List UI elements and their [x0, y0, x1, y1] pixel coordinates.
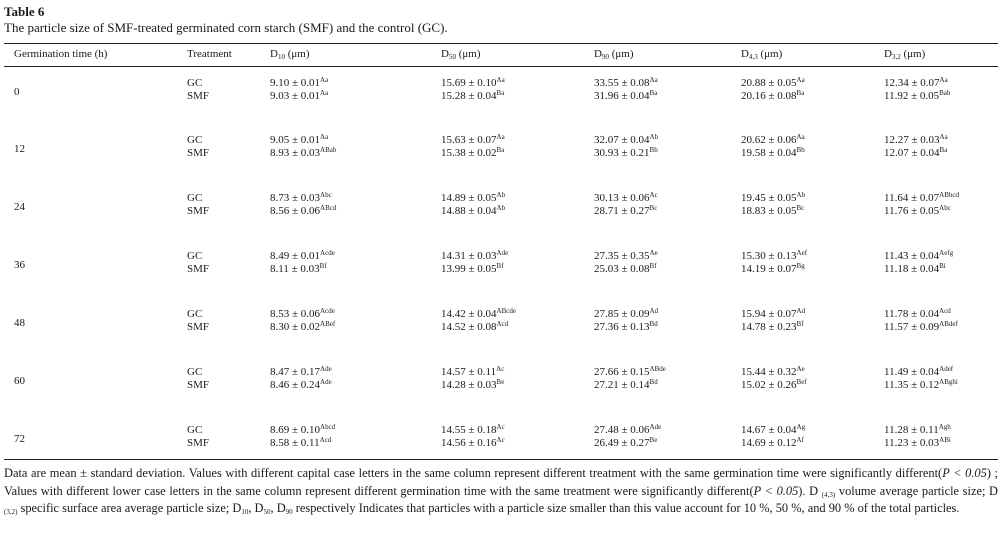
treatment-cell: SMF: [187, 147, 210, 159]
d43-value-cell: $14.67 \pm 0.04^{Ag}$: [741, 423, 806, 436]
table-row-group: [0, 192, 1003, 222]
d90-value-cell: $26.49 \pm 0.27^{Be}$: [594, 436, 658, 449]
germination-time-cell: 72: [14, 433, 25, 445]
d10-value-cell: $8.49 \pm 0.01^{Acde}$: [270, 249, 335, 262]
d10-value-cell: $8.93 \pm 0.03^{ABab}$: [270, 146, 337, 159]
treatment-cell: GC: [187, 134, 203, 146]
smf-row: [0, 263, 1003, 276]
treatment-cell: SMF: [187, 437, 210, 449]
treatment-cell: GC: [187, 192, 203, 204]
d50-value-cell: $14.57 \pm 0.11^{Ac}$: [441, 365, 505, 378]
d32-value-cell: $11.49 \pm 0.04^{Adef}$: [884, 365, 954, 378]
treatment-cell: SMF: [187, 90, 210, 102]
d32-value-cell: $11.92 \pm 0.05^{Bab}$: [884, 89, 951, 102]
treatment-cell: SMF: [187, 263, 210, 275]
table-row-group: [0, 250, 1003, 280]
table-header-row: [0, 48, 1003, 64]
d90-value-cell: $27.21 \pm 0.14^{Bd}$: [594, 378, 658, 391]
d50-value-cell: $14.28 \pm 0.03^{Be}$: [441, 378, 505, 391]
table-caption: The particle size of SMF-treated germinated corn starch (SMF) and the control (GC).: [4, 20, 448, 35]
table-footnote: Data are mean ± standard deviation. Values with different capital case letters in the same column represent different treatment with the same germination time were significantly different(P < 0.05) ; Values with different lower case letters in the same column represent different germination time with the same treatment were significantly different(P < 0.05). D $_{(4,3)}$ volume average particle size; D $_{(3,2)}$ specific surface area average particle size; $D_{10}$, $D_{50}$, $D_{90}$ respectively Indicates that particles with a particle size smaller than this value account for 10 %, 50 %, and 90 % of the total particles.: [4, 466, 998, 516]
d90-value-cell: $27.35 \pm 0.35^{Ae}$: [594, 249, 658, 262]
germination-time-cell: 48: [14, 317, 25, 329]
treatment-cell: SMF: [187, 321, 210, 333]
d32-value-cell: $11.76 \pm 0.05^{Abc}$: [884, 204, 951, 217]
d43-value-cell: $15.44 \pm 0.32^{Ae}$: [741, 365, 805, 378]
treatment-cell: SMF: [187, 379, 210, 391]
table-title: Table 6: [4, 4, 45, 19]
d32-value-cell: $11.64 \pm 0.07^{ABbcd}$: [884, 191, 959, 204]
d43-value-cell: $20.62 \pm 0.06^{Aa}$: [741, 133, 805, 146]
d43-value-cell: $18.83 \pm 0.05^{Bc}$: [741, 204, 805, 217]
d10-value-cell: $8.53 \pm 0.06^{Acde}$: [270, 307, 335, 320]
d10-value-cell: $9.05 \pm 0.01^{Aa}$: [270, 133, 329, 146]
smf-row: [0, 437, 1003, 450]
d90-value-cell: $33.55 \pm 0.08^{Aa}$: [594, 76, 658, 89]
d43-value-cell: $15.94 \pm 0.07^{Ad}$: [741, 307, 806, 320]
table-row-group: [0, 424, 1003, 454]
d50-value-cell: $15.63 \pm 0.07^{Aa}$: [441, 133, 505, 146]
top-rule: [4, 43, 998, 44]
d32-value-cell: $11.78 \pm 0.04^{Acd}$: [884, 307, 951, 320]
treatment-cell: GC: [187, 250, 203, 262]
header-germination-time: Germination time (h): [14, 48, 108, 60]
d90-value-cell: $25.03 \pm 0.08^{Bf}$: [594, 262, 657, 275]
d50-value-cell: $14.52 \pm 0.08^{Acd}$: [441, 320, 509, 333]
d43-value-cell: $20.16 \pm 0.08^{Ba}$: [741, 89, 805, 102]
d32-value-cell: $11.43 \pm 0.04^{Aefg}$: [884, 249, 954, 262]
header-rule: [4, 66, 998, 67]
d50-value-cell: $15.69 \pm 0.10^{Aa}$: [441, 76, 505, 89]
table-row-group: [0, 134, 1003, 164]
header-d90: $D_{90}$ (μm): [594, 48, 634, 61]
smf-row: [0, 205, 1003, 218]
table-row-group: [0, 77, 1003, 107]
d10-value-cell: $9.03 \pm 0.01^{Aa}$: [270, 89, 329, 102]
d50-value-cell: $14.89 \pm 0.05^{Ab}$: [441, 191, 506, 204]
d43-value-cell: $14.19 \pm 0.07^{Bg}$: [741, 262, 805, 275]
d43-value-cell: $19.45 \pm 0.05^{Ab}$: [741, 191, 806, 204]
d10-value-cell: $8.30 \pm 0.02^{ABef}$: [270, 320, 336, 333]
d32-value-cell: $12.34 \pm 0.07^{Aa}$: [884, 76, 948, 89]
d43-value-cell: $19.58 \pm 0.04^{Bb}$: [741, 146, 805, 159]
smf-row: [0, 147, 1003, 160]
d32-value-cell: $11.57 \pm 0.09^{ABdef}$: [884, 320, 958, 333]
d10-value-cell: $9.10 \pm 0.01^{Aa}$: [270, 76, 329, 89]
d50-value-cell: $14.42 \pm 0.04^{ABcde}$: [441, 307, 516, 320]
d43-value-cell: $14.78 \pm 0.23^{Bf}$: [741, 320, 804, 333]
germination-time-cell: 36: [14, 259, 25, 271]
d43-value-cell: $15.30 \pm 0.13^{Aef}$: [741, 249, 808, 262]
d50-value-cell: $15.28 \pm 0.04^{Ba}$: [441, 89, 505, 102]
d32-value-cell: $12.27 \pm 0.03^{Aa}$: [884, 133, 948, 146]
bottom-rule: [4, 459, 998, 460]
d10-value-cell: $8.47 \pm 0.17^{Ade}$: [270, 365, 332, 378]
header-treatment: Treatment: [187, 48, 232, 60]
d50-value-cell: $15.38 \pm 0.02^{Ba}$: [441, 146, 505, 159]
d50-value-cell: $14.55 \pm 0.18^{Ac}$: [441, 423, 505, 436]
d43-value-cell: $14.69 \pm 0.12^{Af}$: [741, 436, 804, 449]
d10-value-cell: $8.73 \pm 0.03^{Abc}$: [270, 191, 332, 204]
d90-value-cell: $28.71 \pm 0.27^{Bc}$: [594, 204, 658, 217]
d10-value-cell: $8.11 \pm 0.03^{Bf}$: [270, 262, 327, 275]
table-row-group: [0, 308, 1003, 338]
smf-row: [0, 90, 1003, 103]
d90-value-cell: $27.66 \pm 0.15^{ABde}$: [594, 365, 666, 378]
d10-value-cell: $8.56 \pm 0.06^{ABcd}$: [270, 204, 337, 217]
header-d32: $D_{3,2}$ (μm): [884, 48, 926, 61]
header-d43: $D_{4,3}$ (μm): [741, 48, 783, 61]
d43-value-cell: $15.02 \pm 0.26^{Bef}$: [741, 378, 807, 391]
header-d50: $D_{50}$ (μm): [441, 48, 481, 61]
treatment-cell: GC: [187, 77, 203, 89]
treatment-cell: SMF: [187, 205, 210, 217]
d90-value-cell: $31.96 \pm 0.04^{Ba}$: [594, 89, 658, 102]
d32-value-cell: $11.35 \pm 0.12^{ABghi}$: [884, 378, 958, 391]
d90-value-cell: $27.36 \pm 0.13^{Bd}$: [594, 320, 658, 333]
d50-value-cell: $14.31 \pm 0.03^{Ade}$: [441, 249, 509, 262]
d32-value-cell: $11.23 \pm 0.03^{ABi}$: [884, 436, 951, 449]
germination-time-cell: 0: [14, 86, 20, 98]
d90-value-cell: $27.48 \pm 0.06^{Ade}$: [594, 423, 662, 436]
smf-row: [0, 379, 1003, 392]
d32-value-cell: $11.18 \pm 0.04^{Bi}$: [884, 262, 946, 275]
treatment-cell: GC: [187, 308, 203, 320]
d90-value-cell: $32.07 \pm 0.04^{Ab}$: [594, 133, 659, 146]
d10-value-cell: $8.58 \pm 0.11^{Acd}$: [270, 436, 332, 449]
germination-time-cell: 12: [14, 143, 25, 155]
table-row-group: [0, 366, 1003, 396]
d90-value-cell: $27.85 \pm 0.09^{Ad}$: [594, 307, 659, 320]
d90-value-cell: $30.93 \pm 0.21^{Bb}$: [594, 146, 658, 159]
germination-time-cell: 24: [14, 201, 25, 213]
d10-value-cell: $8.69 \pm 0.10^{Abcd}$: [270, 423, 336, 436]
d43-value-cell: $20.88 \pm 0.05^{Aa}$: [741, 76, 805, 89]
treatment-cell: GC: [187, 366, 203, 378]
d10-value-cell: $8.46 \pm 0.24^{Ade}$: [270, 378, 332, 391]
germination-time-cell: 60: [14, 375, 25, 387]
smf-row: [0, 321, 1003, 334]
d90-value-cell: $30.13 \pm 0.06^{Ac}$: [594, 191, 658, 204]
header-d10: $D_{10}$ (μm): [270, 48, 310, 61]
treatment-cell: GC: [187, 424, 203, 436]
d50-value-cell: $13.99 \pm 0.05^{Bf}$: [441, 262, 504, 275]
d50-value-cell: $14.88 \pm 0.04^{Ab}$: [441, 204, 506, 217]
d32-value-cell: $12.07 \pm 0.04^{Ba}$: [884, 146, 948, 159]
d50-value-cell: $14.56 \pm 0.16^{Ac}$: [441, 436, 505, 449]
d32-value-cell: $11.28 \pm 0.11^{Agh}$: [884, 423, 951, 436]
